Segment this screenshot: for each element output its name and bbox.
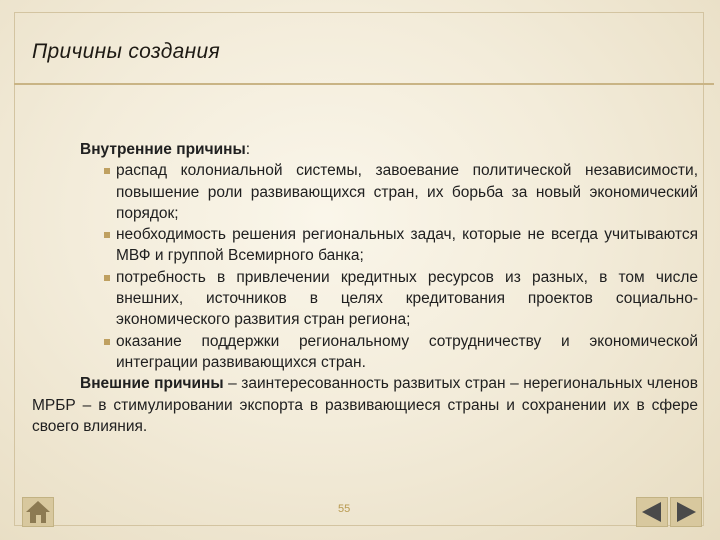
internal-reasons-heading — [80, 139, 698, 160]
list-item: распад колониальной системы, завоевание политической независимости, повышение роли развивающихся стран, их борьба за новый экономический порядок; — [116, 160, 698, 224]
prev-slide-button[interactable] — [636, 497, 668, 527]
internal-heading-colon: : — [245, 141, 251, 158]
list-item: необходимость решения региональных задач, которые не всегда учитываются МВФ и группой Всемирного банка; — [116, 224, 698, 267]
slide-title: Причины создания — [32, 40, 220, 63]
page-number: 55 — [338, 503, 351, 515]
external-reasons-text: – заинтересованность развитых стран – нерегиональных членов МРБР – в стимулировании экспорта в развивающиеся страны и сохранении их в сфере своего влияния. — [32, 375, 698, 435]
next-slide-button[interactable] — [670, 497, 702, 527]
internal-heading-text: Внутренние причины — [80, 141, 246, 158]
home-icon[interactable] — [22, 497, 54, 527]
slide-body — [32, 139, 698, 437]
arrow-left-icon — [637, 498, 667, 526]
list-item: оказание поддержки региональному сотрудничеству и экономической интеграции развивающихся стран. — [116, 331, 698, 374]
external-reasons-paragraph — [32, 373, 698, 437]
title-underline — [14, 83, 714, 85]
internal-reasons-list — [32, 160, 698, 373]
list-item: потребность в привлечении кредитных ресурсов из разных, в том числе внешних, источников в целях кредитования проектов социально-экономического развития стран региона; — [116, 267, 698, 331]
external-heading-text: Внешние причины — [80, 375, 224, 393]
arrow-right-icon — [671, 498, 701, 526]
